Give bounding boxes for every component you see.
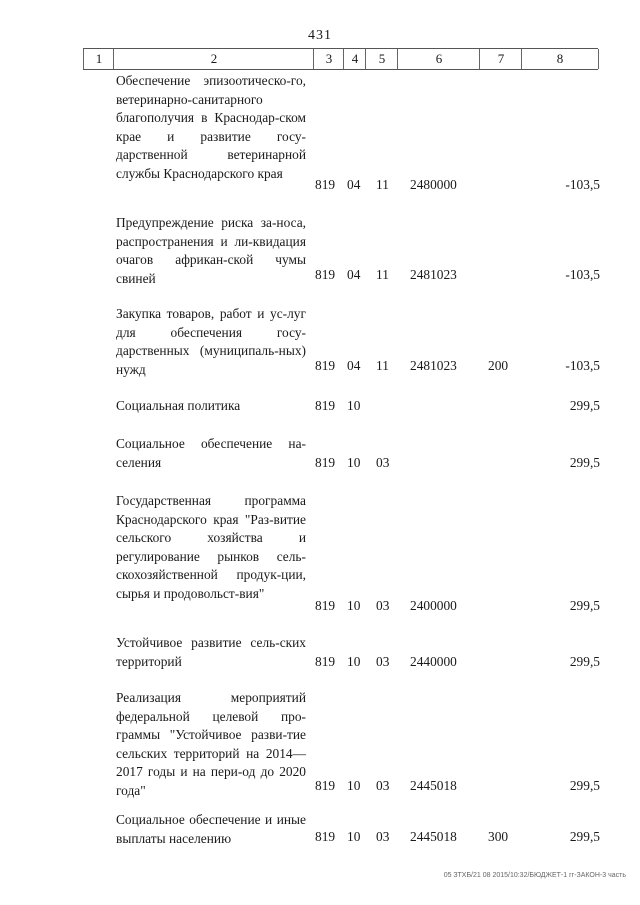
row-code-4: 10 — [347, 829, 361, 844]
row-description: Закупка товаров, работ и ус-луг для обеспечения госу-дарственных (муниципаль-ных) нужд — [116, 306, 306, 377]
row-code-5: 03 — [376, 598, 390, 613]
header-col-7: 7 — [479, 49, 522, 69]
row-amount: -103,5 — [565, 358, 600, 373]
row-description: Социальное обеспечение и иные выплаты населению — [116, 812, 306, 846]
row-amount: 299,5 — [569, 654, 600, 669]
header-col-8: 8 — [521, 49, 599, 69]
row-code-6: 2440000 — [410, 654, 457, 669]
row-code-7: 300 — [488, 829, 509, 844]
row-code-4: 04 — [347, 358, 361, 373]
row-code-6: 2400000 — [410, 598, 457, 613]
header-col-6: 6 — [397, 49, 480, 69]
row-code-5: 11 — [376, 177, 389, 192]
row-code-5: 03 — [376, 778, 390, 793]
page-number: 431 — [308, 28, 332, 43]
row-code-3: 819 — [315, 778, 336, 793]
row-code-4: 10 — [347, 398, 361, 413]
row-code-3: 819 — [315, 177, 336, 192]
header-col-1: 1 — [83, 49, 114, 69]
row-code-4: 10 — [347, 598, 361, 613]
header-col-3: 3 — [313, 49, 344, 69]
row-code-6: 2445018 — [410, 829, 457, 844]
row-amount: 299,5 — [569, 829, 600, 844]
row-code-4: 04 — [347, 267, 361, 282]
row-amount: 299,5 — [569, 598, 600, 613]
table-header — [83, 48, 598, 70]
row-code-6: 2481023 — [410, 358, 457, 373]
row-code-3: 819 — [315, 654, 336, 669]
row-code-5: 03 — [376, 455, 390, 470]
row-code-6: 2481023 — [410, 267, 457, 282]
row-description: Государственная программа Краснодарского края "Раз-витие сельского хозяйства и регулирование рынков сель-скохозяйственной продук-ции, сырья и продовольст-вия" — [116, 493, 306, 601]
row-amount: -103,5 — [565, 177, 600, 192]
row-description: Предупреждение риска за-носа, распространения и ли-квидация очагов африкан-ской чумы свиней — [116, 215, 306, 286]
row-code-4: 10 — [347, 455, 361, 470]
row-code-3: 819 — [315, 358, 336, 373]
row-code-3: 819 — [315, 267, 336, 282]
row-description: Социальное обеспечение на-селения — [116, 436, 306, 470]
row-code-6: 2445018 — [410, 778, 457, 793]
row-code-4: 04 — [347, 177, 361, 192]
header-col-2: 2 — [113, 49, 314, 69]
header-col-4: 4 — [343, 49, 366, 69]
row-description: Социальная политика — [116, 398, 241, 413]
row-code-4: 10 — [347, 778, 361, 793]
row-amount: 299,5 — [569, 455, 600, 470]
row-code-3: 819 — [315, 598, 336, 613]
row-code-3: 819 — [315, 398, 336, 413]
row-code-5: 03 — [376, 829, 390, 844]
row-amount: 299,5 — [569, 398, 600, 413]
row-description: Обеспечение эпизоотическо-го, ветеринарно-санитарного благополучия в Краснодар-ском крае и развитие госу-дарственной ветеринарной службы Краснодарского края — [116, 73, 306, 181]
row-code-3: 819 — [315, 829, 336, 844]
row-code-3: 819 — [315, 455, 336, 470]
row-code-5: 11 — [376, 267, 389, 282]
row-code-4: 10 — [347, 654, 361, 669]
row-description: Реализация мероприятий федеральной целевой про-граммы "Устойчивое разви-тие сельских территорий на 2014—2017 годы и на пери-од до 2020 года" — [116, 690, 306, 798]
row-code-5: 03 — [376, 654, 390, 669]
row-description: Устойчивое развитие сель-ских территорий — [116, 635, 306, 669]
header-col-5: 5 — [365, 49, 398, 69]
document-footer: 05 ЗТХБ/21 08 2015/10:32/БЮДЖЕТ-1 гг-ЗАКОН-3 часть — [443, 872, 626, 879]
row-code-5: 11 — [376, 358, 389, 373]
row-code-7: 200 — [488, 358, 509, 373]
row-amount: 299,5 — [569, 778, 600, 793]
row-amount: -103,5 — [565, 267, 600, 282]
row-code-6: 2480000 — [410, 177, 457, 192]
